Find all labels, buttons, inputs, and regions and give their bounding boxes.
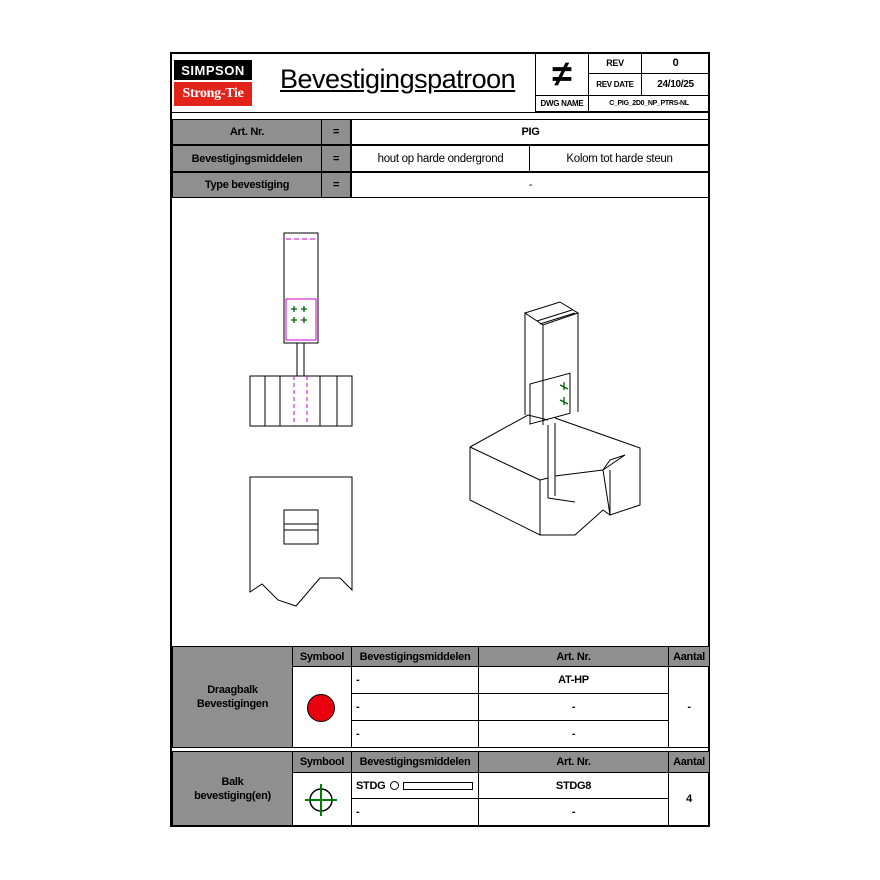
table1-group-label: Draagbalk Bevestigingen: [196, 684, 269, 710]
header-separator: [170, 112, 710, 118]
dwg-name-value: C_PIG_2D0_NP_PTRS-NL: [588, 95, 710, 112]
table1-h-symbool: Symbool: [292, 646, 352, 667]
table2-row1-art: STDG8: [478, 772, 669, 799]
table1-row2-art: -: [478, 693, 669, 721]
logo-bottom: Strong-Tie: [174, 82, 252, 106]
bev-value-2: Kolom tot harde steun: [529, 145, 710, 172]
table2-h-symbool: Symbool: [292, 751, 352, 773]
table1-row2-bev: -: [351, 693, 479, 721]
type-eq: =: [321, 172, 351, 198]
table2-h-art: Art. Nr.: [478, 751, 669, 773]
table2-aantal: 4: [668, 772, 710, 826]
rev-value: 0: [641, 52, 710, 74]
simpson-logo: [174, 60, 252, 108]
art-nr-label: Art. Nr.: [172, 119, 322, 145]
dwg-name-label: DWG NAME: [535, 95, 589, 112]
table2-h-aantal: Aantal: [668, 751, 710, 773]
red-circle-icon: [307, 694, 335, 722]
type-value: -: [351, 172, 710, 198]
rev-date-label: REV DATE: [588, 73, 642, 96]
table1-row1-art: AT-HP: [478, 666, 669, 694]
table1-h-aantal: Aantal: [668, 646, 710, 667]
table2-row2-art: -: [478, 798, 669, 826]
table2-row1-bev-text: STDG: [356, 779, 386, 792]
table1-h-art: Art. Nr.: [478, 646, 669, 667]
screw-icon: [390, 781, 473, 790]
type-label: Type bevestiging: [172, 172, 322, 198]
table1-row1-bev: -: [351, 666, 479, 694]
table2-row2-bev: -: [351, 798, 479, 826]
not-equal-box: ≠: [535, 52, 589, 96]
green-crosshair-icon: [303, 782, 339, 818]
table1-h-bev: Bevestigingsmiddelen: [351, 646, 479, 667]
rev-date-value: 24/10/25: [641, 73, 710, 96]
page-title: Bevestigingspatroon: [280, 64, 516, 94]
logo-top: SIMPSON: [174, 60, 252, 80]
table2-h-bev: Bevestigingsmiddelen: [351, 751, 479, 773]
rev-label: REV: [588, 52, 642, 74]
table2-row1-bev: [351, 772, 479, 799]
table2-group-label: Balk bevestiging(en): [194, 776, 271, 802]
bev-value-1: hout op harde ondergrond: [351, 145, 530, 172]
bev-eq: =: [321, 145, 351, 172]
bev-label: Bevestigingsmiddelen: [172, 145, 322, 172]
art-nr-eq: =: [321, 119, 351, 145]
table1-aantal: -: [668, 666, 710, 748]
art-nr-value: PIG: [351, 119, 710, 145]
table1-row3-art: -: [478, 720, 669, 748]
table1-row3-bev: -: [351, 720, 479, 748]
